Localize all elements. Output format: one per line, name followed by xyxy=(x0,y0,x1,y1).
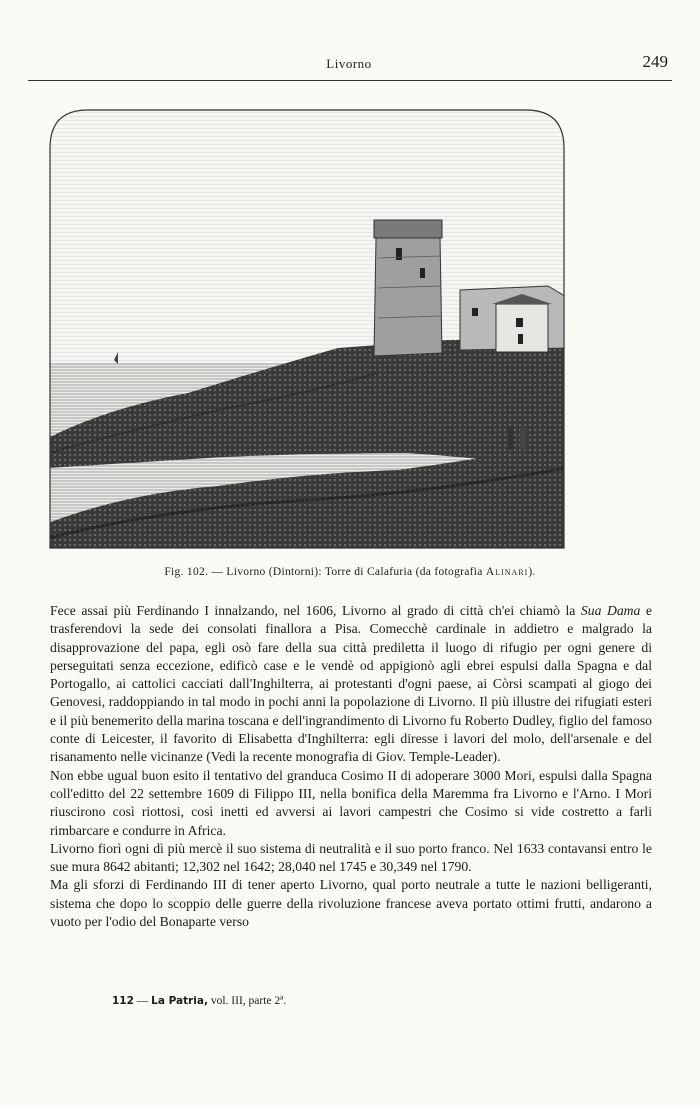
work-title: La Patria, xyxy=(151,995,208,1007)
paragraph-cosimo: Non ebbe ugual buon esito il tentativo del granduca Cosimo II di adoperare 3000 Mori, espulsi dalla Spagna coll'editto del 22 settembre 1609 di Filippo III, nella bonifica della Maremma fra Livorno e l'Arno. I Mori riuscirono così riottosi, così inetti ed avversi ai lavori campestri che Cosimo si vide costretto a farli rimbarcare e condurre in Africa. xyxy=(50,767,652,838)
caption-suffix: ). xyxy=(528,566,536,578)
running-title: Livorno xyxy=(326,56,372,71)
caption-credit: Alinari xyxy=(485,566,529,578)
paragraph-ferdinando: Fece assai più Ferdinando I innalzando, nel 1606, Livorno al grado di città ch'ei chiamò la Sua Dama e trasferendovi la sede dei consolati finallora a Pisa. Comecchè cardinale in addietro e malgrado la disapprovazione del papa, egli osò fare della sua città prediletta il luogo di rifugio per ogni genere di perseguitati senza eccezione, edificò case e le vendè od appigionò agli ebrei espulsi dalla Spagna e dal Portogallo, ai cattolici cacciati dall'Inghilterra, ai protestanti d'ogni paese, ai Còrsi scampati al giogo dei Genovesi, raddoppiando in tal modo in pochi anni la popolazione di Livorno. Il più illustre dei rifugiati esteri e il più benemerito della marina toscana e dell'ingrandimento di Livorno fu Roberto Dudley, figlio del famoso conte di Leicester, il favorito di Elisabetta d'Inghilterra: egli diresse i lavori del molo, dell'arsenale e del risanamento nelle vicinanze (Vedi la recente monografia di Giov. Temple-Leader). xyxy=(50,603,652,765)
signature-number: 112 xyxy=(112,995,134,1007)
figure-caption xyxy=(0,566,700,578)
header-rule xyxy=(28,80,672,81)
signature-footer xyxy=(112,995,286,1007)
engraving-illustration xyxy=(48,108,566,550)
footer-dash: — xyxy=(136,995,149,1007)
volume-info: vol. III, parte 2ª. xyxy=(210,995,287,1007)
page-number: 249 xyxy=(642,52,668,71)
figure-engraving xyxy=(48,108,566,550)
body-text xyxy=(50,602,652,931)
paragraph-ferdinando-iii: Ma gli sforzi di Ferdinando III di tener aperto Livorno, qual porto neutrale a tutte le nazioni belligeranti, sistema che dopo lo scoppio delle guerre della rivoluzione francese aveva portato ottimi frutti, andarono a vuoto per l'odio del Bonaparte verso xyxy=(50,877,652,930)
paragraph-population: Livorno fiorì ogni dì più mercè il suo sistema di neutralità e il suo porto franco. Nel 1633 contavansi entro le sue mura 8642 abitanti; 12,302 nel 1642; 28,040 nel 1745 e 30,349 nel 1790. xyxy=(50,840,652,875)
caption-text: Fig. 102. — Livorno (Dintorni): Torre di Calafuria (da fotografia xyxy=(164,566,483,578)
running-head xyxy=(28,52,670,78)
